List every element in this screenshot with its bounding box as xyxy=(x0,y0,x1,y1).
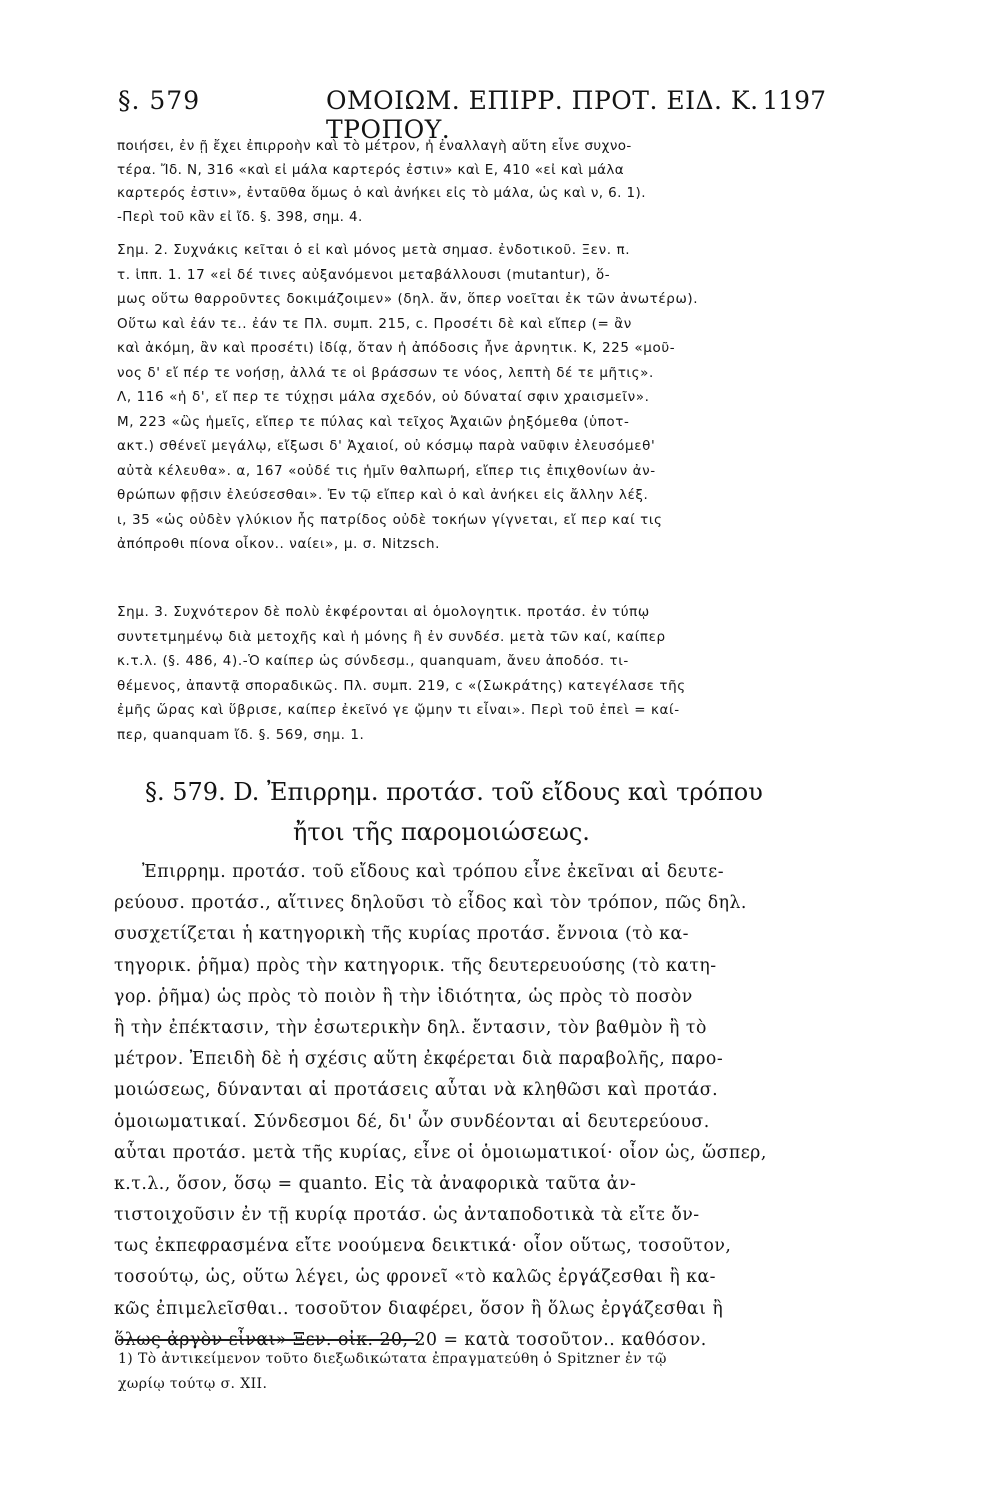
text-line: συσχετίζεται ἡ κατηγορικὴ τῆς κυρίας προτάσ. ἔννοια (τὸ κα- xyxy=(114,924,689,945)
text-line: αὐτὰ κέλευθα». α, 167 «οὐδέ τις ἡμῖν θαλπωρή, εἴπερ τις ἐπιχθονίων ἀν- xyxy=(117,462,656,479)
text-line: τ. ἱππ. 1. 17 «εἰ δέ τινες αὐξανόμενοι μεταβάλλουσι (mutantur), ὅ- xyxy=(117,266,611,283)
text-line: Σημ. 2. Συχνάκις κεῖται ὁ εἰ καὶ μόνος μετὰ σημασ. ἐνδοτικοῦ. Ξεν. π. xyxy=(117,242,631,258)
text-line: μέτρον. Ἐπειδὴ δὲ ἡ σχέσις αὕτη ἐκφέρεται διὰ παραβολῆς, παρο- xyxy=(114,1049,724,1070)
footnote-rule xyxy=(118,1339,418,1341)
text-line: θρώπων φῇσιν ἐλεύσεσθαι». Ἐν τῷ εἴπερ καὶ ὁ καὶ ἀνήκει εἰς ἄλλην λέξ. xyxy=(117,487,649,503)
text-line: τηγορικ. ῥῆμα) πρὸς τὴν κατηγορικ. τῆς δευτερευούσης (τὸ κατη- xyxy=(114,955,717,976)
text-line: Μ, 223 «ὣς ἡμεῖς, εἴπερ τε πύλας καὶ τεῖχος Ἀχαιῶν ῥηξόμεθα (ὑποτ- xyxy=(117,413,630,430)
note-2 xyxy=(117,238,829,557)
text-line: ὅλως ἀργὸν εἶναι» Ξεν. οἰκ. 20, 20 = κατὰ τοσοῦτον.. καθόσον. xyxy=(114,1329,707,1350)
text-line: νος δ' εἴ πέρ τε νοήσῃ, ἀλλά τε οἱ βράσσων τε νόος, λεπτὴ δέ τε μῆτις». xyxy=(117,364,654,381)
text-line: ι, 35 «ὡς οὐδὲν γλύκιον ἧς πατρίδος οὐδὲ τοκήων γίγνεται, εἴ περ καί τις xyxy=(117,511,663,528)
text-line: ἐμῆς ὥρας καὶ ὕβρισε, καίπερ ἐκεῖνό γε ᾤμην τι εἶναι». Περὶ τοῦ ἐπεὶ = καί- xyxy=(117,702,680,718)
text-line: Λ, 116 «ἡ δ', εἴ περ τε τύχῃσι μάλα σχεδόν, οὐ δύναταί σφιν χραισμεῖν». xyxy=(117,389,650,405)
text-line: Ἐπιρρημ. προτάσ. τοῦ εἴδους καὶ τρόπου εἶνε ἐκεῖναι αἱ δευτε- xyxy=(142,862,725,882)
text-line: ἢ τὴν ἐπέκτασιν, τὴν ἐσωτερικὴν δηλ. ἔντασιν, τὸν βαθμὸν ἢ τὸ xyxy=(114,1017,707,1038)
header-title: ΟΜΟΙΩΜ. ΕΠΙΡΡ. ΠΡΟΤ. ΕΙΔ. Κ. ΤΡΟΠΟΥ. xyxy=(326,86,759,144)
text-line: ἀπόπροθι πίονα οἶκον.. ναίει», μ. σ. Nitzsch. xyxy=(117,536,441,552)
text-line: ακτ.) σθένεϊ μεγάλῳ, εἴξωσι δ' Ἀχαιοί, οὐ κόσμῳ παρὰ ναῦφιν ἐλευσόμεθ' xyxy=(117,438,656,454)
page-number: 1197 xyxy=(762,86,826,115)
running-header xyxy=(118,86,826,144)
text-line: περ, quanquam ἴδ. §. 569, σημ. 1. xyxy=(117,726,365,743)
text-line: 1) Τὸ ἀντικείμενον τοῦτο διεξωδικώτατα ἐπραγματεύθη ὁ Spitzner ἐν τῷ xyxy=(118,1351,667,1367)
text-line: ρεύουσ. προτάσ., αἵτινες δηλοῦσι τὸ εἶδος καὶ τὸν τρόπον, πῶς δηλ. xyxy=(114,893,747,914)
note-3 xyxy=(117,600,829,747)
text-line: μως οὕτω θαρροῦντες δοκιμάζοιμεν» (δηλ. ἄν, ὅπερ νοεῖται ἐκ τῶν ἀνωτέρω). xyxy=(117,291,699,307)
section-heading xyxy=(145,772,805,852)
text-line: κ.τ.λ. (§. 486, 4).-Ὁ καίπερ ὡς σύνδεσμ., quanquam, ἄνευ ἀποδόσ. τι- xyxy=(117,653,629,669)
note-continuation xyxy=(117,135,829,230)
text-line: χωρίῳ τούτῳ σ. XII. xyxy=(118,1376,268,1392)
text-line: Οὕτω καὶ ἐάν τε.. ἐάν τε Πλ. συμπ. 215, c. Προσέτι δὲ καὶ εἴπερ (= ἂν xyxy=(117,315,632,332)
text-line: τως ἐκπεφρασμένα εἴτε νοούμενα δεικτικά· οἷον οὕτως, τοσοῦτον, xyxy=(114,1236,732,1257)
section-heading-line: ἤτοι τῆς παρομοιώσεως. xyxy=(293,818,590,846)
section-heading-line: §. 579. D. Ἐπιρρημ. προτάσ. τοῦ εἴδους καὶ τρόπου xyxy=(145,778,763,806)
text-line: τέρα. Ἴδ. Ν, 316 «καὶ εἰ μάλα καρτερός ἐστιν» καὶ Ε, 410 «εἰ καὶ μάλα xyxy=(117,161,625,178)
text-line: τιστοιχοῦσιν ἐν τῇ κυρίᾳ προτάσ. ὡς ἀνταποδοτικὰ τὰ εἴτε ὄν- xyxy=(114,1205,700,1226)
text-line: -Περὶ τοῦ κἂν εἰ ἴδ. §. 398, σημ. 4. xyxy=(117,209,363,226)
text-line: καὶ ἀκόμη, ἂν καὶ προσέτι) ἰδίᾳ, ὅταν ἡ ἀπόδοσις ἦνε ἀρνητικ. Κ, 225 «μοῦ- xyxy=(117,340,676,356)
text-line: καρτερός ἐστιν», ἐνταῦθα ὅμως ὁ καὶ ἀνήκει εἰς τὸ μάλα, ὡς καὶ ν, 6. 1). xyxy=(117,185,646,202)
text-line: ποιήσει, ἐν ῇ ἔχει ἐπιρροὴν καὶ τὸ μέτρον, ἡ ἐναλλαγὴ αὕτη εἶνε συχνο- xyxy=(117,138,632,154)
text-line: αὗται προτάσ. μετὰ τῆς κυρίας, εἶνε οἱ ὁμοιωματικοί· οἷον ὡς, ὥσπερ, xyxy=(114,1142,767,1163)
text-line: θέμενος, ἀπαντᾷ σποραδικῶς. Πλ. συμπ. 219, c «(Σωκράτης) κατεγέλασε τῆς xyxy=(117,677,686,694)
text-line: μοιώσεως, δύνανται αἱ προτάσεις αὗται νὰ κληθῶσι καὶ προτάσ. xyxy=(114,1080,719,1101)
text-line: Σημ. 3. Συχνότερον δὲ πολὺ ἐκφέρονται αἱ ὁμολογητικ. προτάσ. ἐν τύπῳ xyxy=(117,604,650,620)
text-line: τοσούτῳ, ὡς, οὕτω λέγει, ὡς φρονεῖ «τὸ καλῶς ἐργάζεσθαι ἢ κα- xyxy=(114,1267,716,1288)
text-line: ὁμοιωματικαί. Σύνδεσμοι δέ, δι' ὧν συνδέονται αἱ δευτερεύουσ. xyxy=(114,1111,710,1132)
header-section-number: §. 579 xyxy=(118,86,201,115)
body-text xyxy=(114,857,826,1356)
text-line: γορ. ῥῆμα) ὡς πρὸς τὸ ποιὸν ἢ τὴν ἰδιότητα, ὡς πρὸς τὸ ποσὸν xyxy=(114,986,693,1007)
text-line: συντετμημένῳ διὰ μετοχῆς καὶ ἡ μόνης ἢ ἐν συνδέσ. μετὰ τῶν καί, καίπερ xyxy=(117,628,666,645)
text-line: κ.τ.λ., ὅσον, ὅσῳ = quanto. Εἰς τὰ ἀναφορικὰ ταῦτα ἀν- xyxy=(114,1173,637,1194)
text-line: κῶς ἐπιμελεῖσθαι.. τοσοῦτον διαφέρει, ὅσον ἢ ὅλως ἐργάζεσθαι ἢ xyxy=(114,1298,724,1319)
footnote xyxy=(118,1347,828,1397)
